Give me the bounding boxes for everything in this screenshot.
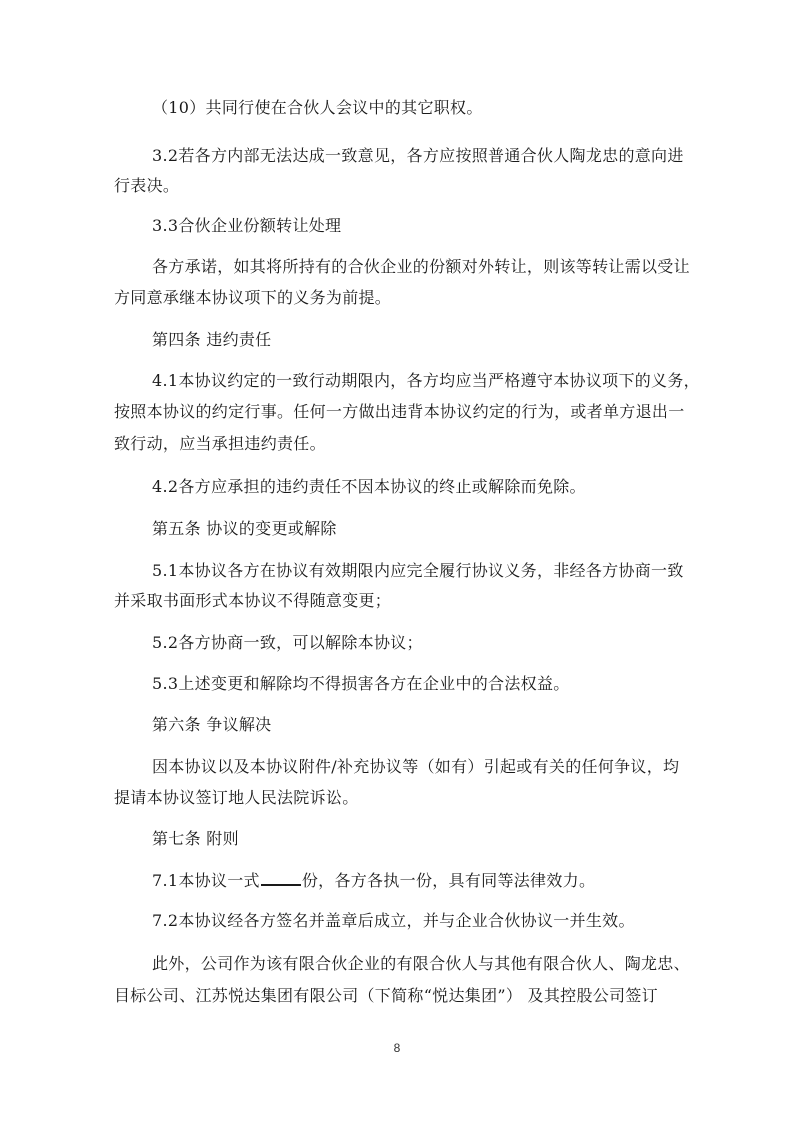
paragraph-line: 按照本协议的约定行事。任何一方做出违背本协议约定的行为，或者单方退出一 (114, 402, 685, 421)
paragraph-line: 5.1本协议各方在协议有效期限内应完全履行协议义务，非经各方协商一致 (152, 561, 684, 580)
paragraph-line: 各方承诺，如其将所持有的合伙企业的份额对外转让，则该等转让需以受让 (152, 257, 690, 276)
section-heading: 3.3合伙企业份额转让处理 (152, 216, 342, 235)
article-heading: 第七条 附则 (152, 829, 239, 848)
paragraph-line: 4.2各方应承担的违约责任不因本协议的终止或解除而免除。 (152, 477, 586, 496)
paragraph-line: 方同意承继本协议项下的义务为前提。 (114, 288, 392, 307)
paragraph-line: 3.2若各方内部无法达成一致意见，各方应按照普通合伙人陶龙忠的意向进 (152, 146, 684, 165)
paragraph-line: 目标公司、江苏悦达集团有限公司（下简称“悦达集团”） 及其控股公司签订 (114, 986, 658, 1005)
paragraph-line: 致行动，应当承担违约责任。 (114, 434, 326, 453)
paragraph-line (152, 870, 684, 892)
article-heading: 第六条 争议解决 (152, 715, 272, 734)
copies-blank-field (261, 870, 301, 886)
paragraph-line: 提请本协议签订地人民法院诉讼。 (114, 788, 359, 807)
paragraph-line: 5.3上述变更和解除均不得损害各方在企业中的合法权益。 (152, 674, 570, 693)
page-number: 8 (393, 1041, 401, 1055)
paragraph-line: 7.2本协议经各方签名并盖章后成立，并与企业合伙协议一并生效。 (152, 911, 635, 930)
paragraph-line: 此外，公司作为该有限合伙企业的有限合伙人与其他有限合伙人、陶龙忠、 (152, 954, 690, 973)
article-heading: 第五条 协议的变更或解除 (152, 519, 337, 538)
paragraph-line: 因本协议以及本协议附件/补充协议等（如有）引起或有关的任何争议，均 (152, 757, 680, 776)
article-heading: 第四条 违约责任 (152, 330, 272, 349)
clause-text: 7.1本协议一式 (152, 871, 260, 890)
paragraph-line: 5.2各方协商一致，可以解除本协议； (152, 633, 423, 652)
paragraph-line: 4.1本协议约定的一致行动期限内，各方均应当严格遵守本协议项下的义务， (152, 371, 700, 390)
paragraph-line: （10）共同行使在合伙人会议中的其它职权。 (152, 98, 483, 117)
clause-text: 份，各方各执一份，具有同等法律效力。 (301, 871, 596, 890)
paragraph-line: 并采取书面形式本协议不得随意变更； (114, 591, 392, 610)
paragraph-line: 行表决。 (114, 176, 180, 195)
